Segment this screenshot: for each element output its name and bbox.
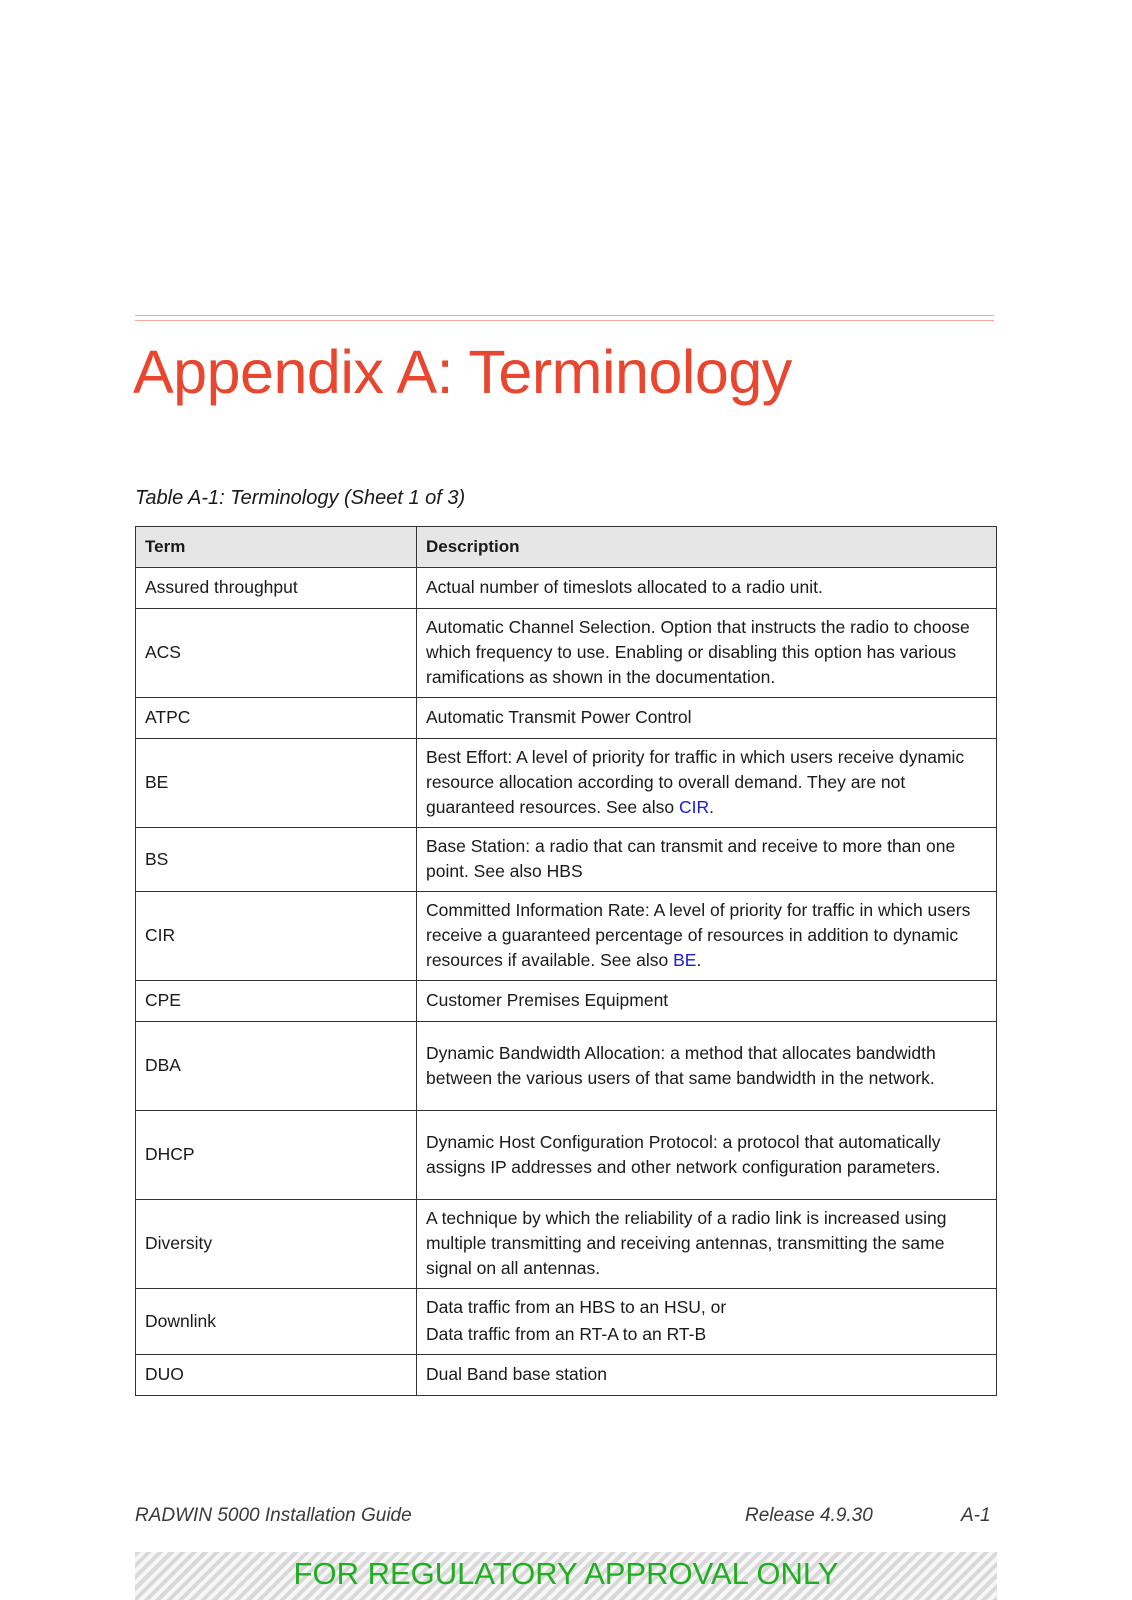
term-cell: BS [136,828,417,892]
cir-link[interactable]: CIR [678,797,710,817]
table-row [136,981,997,1022]
description-cell: Base Station: a radio that can transmit and receive to more than one point. See also HBS [417,828,997,892]
table-row [136,1022,997,1111]
be-link[interactable]: BE [673,950,697,970]
term-cell: DBA [136,1022,417,1111]
footer-guide-title: RADWIN 5000 Installation Guide [135,1505,412,1526]
description-text: Best Effort: A level of priority for traffic in which users receive dynamic resource allocation according to overall demand. They are not guaranteed resources. See also [426,747,965,817]
description-cell: Actual number of timeslots allocated to a radio unit. [417,568,997,609]
title-rule-bottom [135,320,994,321]
table-row [136,609,997,698]
term-cell: CIR [136,892,417,981]
description-line-1: Data traffic from an HBS to an HSU, or [426,1297,727,1317]
term-cell: DHCP [136,1111,417,1200]
title-rule-top [135,315,994,316]
table-caption: Table A-1: Terminology (Sheet 1 of 3) [135,487,466,509]
table-row [136,1111,997,1200]
term-cell: Assured throughput [136,568,417,609]
description-cell [417,739,997,828]
column-header-term: Term [136,527,417,568]
term-cell: BE [136,739,417,828]
table-header-row [136,527,997,568]
table-row [136,1355,997,1396]
term-cell: ACS [136,609,417,698]
term-cell: ATPC [136,698,417,739]
description-cell: Dynamic Bandwidth Allocation: a method that allocates bandwidth between the various users of that same bandwidth in the network. [417,1022,997,1111]
column-header-description: Description [417,527,997,568]
table-row [136,1289,997,1355]
table-row [136,568,997,609]
description-cell: Customer Premises Equipment [417,981,997,1022]
footer-page-number: A-1 [961,1505,991,1526]
term-cell: Diversity [136,1200,417,1289]
regulatory-banner-text: FOR REGULATORY APPROVAL ONLY [293,1556,839,1591]
description-cell [417,892,997,981]
description-cell: Automatic Channel Selection. Option that instructs the radio to choose which frequency to use. Enabling or disabling this option has various ramifications as shown in the documentation. [417,609,997,698]
table-row [136,739,997,828]
description-cell: A technique by which the reliability of a radio link is increased using multiple transmitting and receiving antennas, transmitting the same signal on all antennas. [417,1200,997,1289]
terminology-table [135,526,997,1396]
description-suffix: . [696,950,702,970]
table-row [136,892,997,981]
description-suffix: . [709,797,714,817]
description-cell: Automatic Transmit Power Control [417,698,997,739]
table-row [136,828,997,892]
description-text: Committed Information Rate: A level of priority for traffic in which users receive a guaranteed percentage of resources in addition to dynamic resources if available. See also [426,900,971,970]
page-title: Appendix A: Terminology [133,338,792,406]
term-cell: DUO [136,1355,417,1396]
description-cell: Dynamic Host Configuration Protocol: a protocol that automatically assigns IP addresses and other network configuration parameters. [417,1111,997,1200]
term-cell: CPE [136,981,417,1022]
footer-release: Release 4.9.30 [745,1505,873,1526]
table-row [136,1200,997,1289]
regulatory-banner [135,1552,997,1600]
table-row [136,698,997,739]
description-cell: Dual Band base station [417,1355,997,1396]
description-line-2: Data traffic from an RT-A to an RT-B [426,1324,707,1344]
description-cell [417,1289,997,1355]
term-cell: Downlink [136,1289,417,1355]
